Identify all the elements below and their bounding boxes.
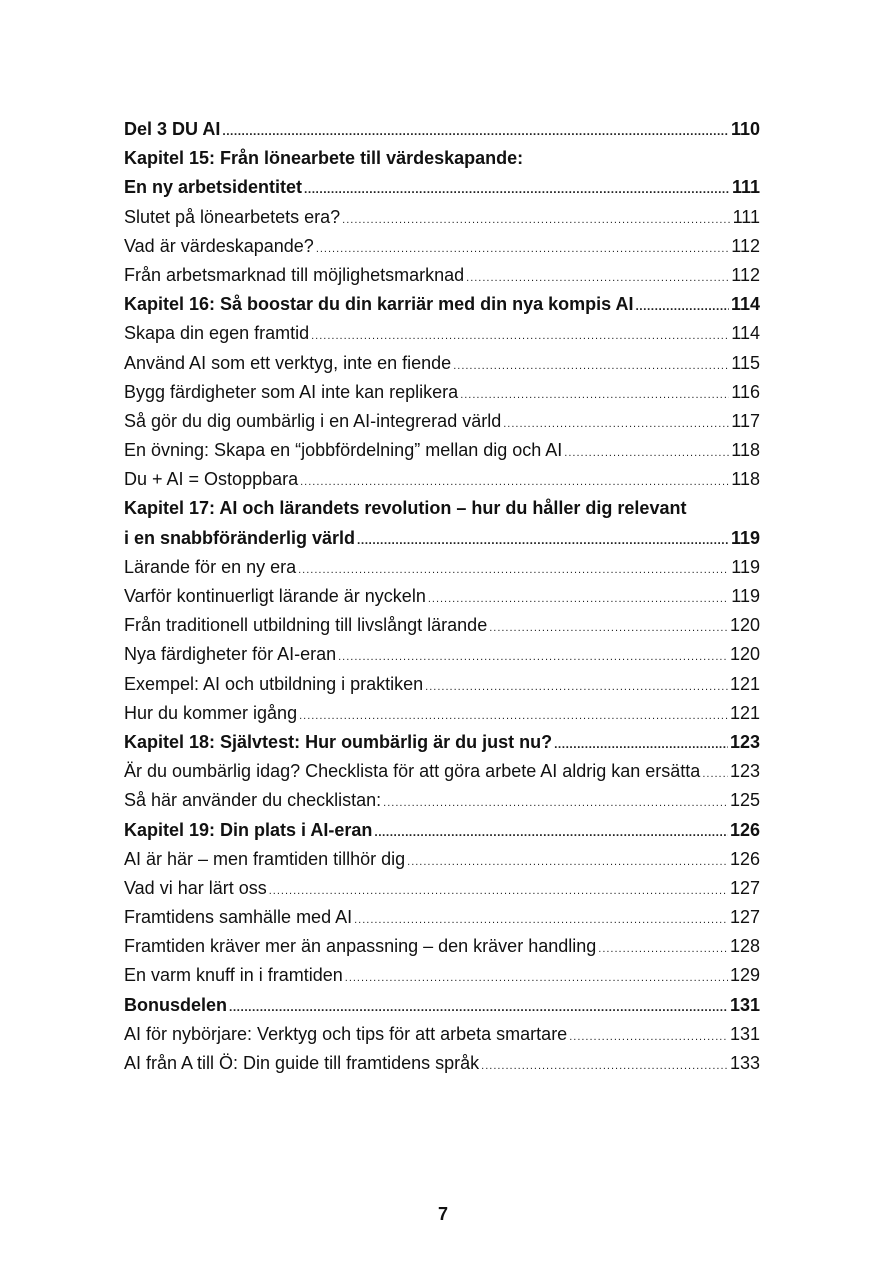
- dot-leader: [342, 206, 730, 235]
- toc-entry-title: Så här använder du checklistan:: [124, 790, 382, 811]
- toc-entry-page: 131: [729, 1023, 760, 1044]
- dot-leader: [635, 292, 728, 321]
- dot-leader: [569, 1023, 728, 1052]
- toc-heading-row: [124, 728, 760, 757]
- toc-entry-row: [124, 786, 760, 815]
- toc-entry-title: Exempel: AI och utbildning i praktiken: [124, 673, 424, 694]
- toc-entry-page: 110: [730, 119, 760, 139]
- table-of-contents: [124, 115, 760, 1078]
- toc-entry-title: i en snabbföränderlig värld: [124, 527, 356, 548]
- toc-entry-row: [124, 611, 760, 640]
- dot-leader: [598, 935, 728, 964]
- toc-entry-row: [124, 319, 760, 348]
- toc-entry-row: [124, 699, 760, 728]
- toc-entry-title: AI från A till Ö: Din guide till framtidens språk: [124, 1053, 480, 1073]
- toc-entry-row: [124, 670, 760, 699]
- toc-entry-page: 120: [729, 615, 760, 636]
- toc-entry-title: Framtiden kräver mer än anpassning – den kräver handling: [124, 936, 597, 957]
- dot-leader: [428, 585, 729, 614]
- dot-leader: [466, 264, 729, 293]
- toc-entry-row: [124, 232, 760, 261]
- toc-entry-title: Skapa din egen framtid: [124, 323, 310, 344]
- toc-entry-title: Från traditionell utbildning till livslångt lärande: [124, 615, 488, 636]
- dot-leader: [481, 1052, 728, 1081]
- dot-leader: [354, 906, 728, 935]
- dot-leader: [269, 877, 728, 906]
- toc-entry-title: Bonusdelen: [124, 994, 228, 1015]
- toc-entry-title: Varför kontinuerligt lärande är nyckeln: [124, 586, 426, 606]
- toc-entry-title: Framtidens samhälle med AI: [124, 907, 353, 928]
- dot-leader: [338, 643, 728, 672]
- toc-entry-title: Från arbetsmarknad till möjlighetsmarknad: [124, 264, 465, 285]
- toc-entry-page: 115: [731, 352, 760, 373]
- toc-entry-row: [124, 378, 760, 407]
- toc-entry-page: 116: [731, 381, 760, 402]
- toc-heading-row: [124, 290, 760, 319]
- dot-leader: [374, 818, 728, 847]
- dot-leader: [702, 760, 728, 789]
- toc-entry-title: Vad är värdeskapande?: [124, 235, 314, 256]
- dot-leader: [229, 993, 728, 1022]
- toc-entry-page: 114: [730, 294, 760, 315]
- toc-entry-title: Slutet på lönearbetets era?: [124, 206, 341, 227]
- toc-entry-title: Kapitel 19: Din plats i AI-eran: [124, 819, 373, 840]
- toc-entry-page: 117: [731, 410, 760, 431]
- toc-entry-page: 111: [732, 206, 760, 227]
- toc-entry-page: 125: [729, 790, 760, 811]
- toc-heading-row: [124, 115, 760, 144]
- toc-entry-page: 118: [731, 469, 760, 490]
- toc-entry-title: Kapitel 17: AI och lärandets revolution – hur du håller dig relevant: [124, 498, 687, 519]
- page-number: 7: [437, 1204, 448, 1224]
- toc-heading-row: [124, 494, 760, 523]
- dot-leader: [311, 322, 729, 351]
- dot-leader: [299, 702, 728, 731]
- toc-entry-page: 119: [731, 586, 760, 606]
- toc-entry-title: Hur du kommer igång: [124, 702, 298, 723]
- toc-entry-row: [124, 932, 760, 961]
- toc-entry-row: [124, 903, 760, 932]
- toc-entry-page: 131: [729, 994, 760, 1015]
- toc-entry-page: 120: [729, 644, 760, 665]
- dot-leader: [298, 556, 729, 585]
- dot-leader: [503, 410, 729, 439]
- dot-leader: [554, 730, 728, 759]
- dot-leader: [460, 381, 729, 410]
- toc-heading-row: [124, 524, 760, 553]
- toc-entry-row: [124, 961, 760, 990]
- dot-leader: [300, 468, 729, 497]
- toc-entry-row: [124, 845, 760, 874]
- toc-heading-row: [124, 991, 760, 1020]
- toc-entry-page: 119: [730, 527, 760, 548]
- toc-entry-title: Kapitel 16: Så boostar du din karriär med din nya kompis AI: [124, 294, 634, 315]
- dot-leader: [222, 117, 729, 146]
- toc-entry-row: [124, 465, 760, 494]
- toc-entry-row: [124, 261, 760, 290]
- toc-entry-page: 127: [729, 877, 760, 898]
- dot-leader: [383, 789, 728, 818]
- toc-entry-row: [124, 407, 760, 436]
- toc-entry-row: [124, 640, 760, 669]
- dot-leader: [453, 352, 729, 381]
- dot-leader: [357, 526, 729, 555]
- toc-entry-page: 114: [731, 323, 760, 344]
- toc-entry-page: 128: [729, 936, 760, 957]
- toc-entry-title: Del 3 DU AI: [124, 119, 221, 139]
- dot-leader: [489, 614, 728, 643]
- toc-entry-page: 112: [731, 264, 760, 285]
- dot-leader: [407, 848, 728, 877]
- dot-leader: [316, 235, 729, 264]
- toc-entry-title: AI för nybörjare: Verktyg och tips för att arbeta smartare: [124, 1023, 568, 1044]
- toc-entry-row: [124, 349, 760, 378]
- toc-entry-page: 127: [729, 907, 760, 928]
- toc-entry-row: [124, 757, 760, 786]
- dot-leader: [304, 175, 730, 204]
- toc-heading-row: [124, 144, 760, 173]
- toc-heading-row: [124, 173, 760, 202]
- toc-entry-title: AI är här – men framtiden tillhör dig: [124, 848, 406, 869]
- toc-entry-page: 123: [729, 731, 760, 752]
- toc-entry-page: 126: [729, 819, 760, 840]
- toc-entry-page: 112: [731, 235, 760, 256]
- toc-entry-page: 118: [731, 440, 760, 461]
- toc-entry-row: [124, 874, 760, 903]
- dot-leader: [425, 673, 728, 702]
- toc-entry-row: [124, 553, 760, 582]
- toc-entry-page: 123: [729, 761, 760, 782]
- dot-leader: [345, 964, 728, 993]
- toc-entry-page: 111: [731, 177, 760, 198]
- toc-entry-page: 119: [731, 556, 760, 577]
- toc-entry-page: 121: [729, 702, 760, 723]
- toc-entry-title: Kapitel 15: Från lönearbete till värdeskapande:: [124, 148, 524, 169]
- toc-heading-row: [124, 816, 760, 845]
- toc-entry-title: Använd AI som ett verktyg, inte en fiende: [124, 352, 452, 373]
- toc-entry-title: Bygg färdigheter som AI inte kan replikera: [124, 381, 459, 402]
- toc-entry-title: Är du oumbärlig idag? Checklista för att göra arbete AI aldrig kan ersätta: [124, 761, 701, 782]
- toc-entry-row: [124, 203, 760, 232]
- dot-leader: [564, 439, 729, 468]
- toc-entry-row: [124, 436, 760, 465]
- toc-entry-title: Så gör du dig oumbärlig i en AI-integrerad värld: [124, 410, 502, 431]
- toc-entry-title: En ny arbetsidentitet: [124, 177, 303, 198]
- toc-entry-title: Du + AI = Ostoppbara: [124, 469, 299, 490]
- toc-entry-page: 129: [729, 965, 760, 986]
- toc-entry-title: Kapitel 18: Självtest: Hur oumbärlig är du just nu?: [124, 731, 553, 752]
- toc-entry-title: Lärande för en ny era: [124, 556, 297, 577]
- toc-entry-title: Vad vi har lärt oss: [124, 877, 267, 898]
- toc-entry-title: En varm knuff in i framtiden: [124, 965, 343, 986]
- toc-entry-title: En övning: Skapa en “jobbfördelning” mellan dig och AI: [124, 440, 563, 461]
- toc-entry-row: [124, 1020, 760, 1049]
- toc-entry-title: Nya färdigheter för AI-eran: [124, 644, 337, 665]
- toc-entry-row: [124, 582, 760, 611]
- toc-entry-row: [124, 1049, 760, 1078]
- toc-entry-page: 126: [729, 848, 760, 869]
- toc-entry-page: 121: [729, 673, 760, 694]
- toc-entry-page: 133: [729, 1053, 760, 1073]
